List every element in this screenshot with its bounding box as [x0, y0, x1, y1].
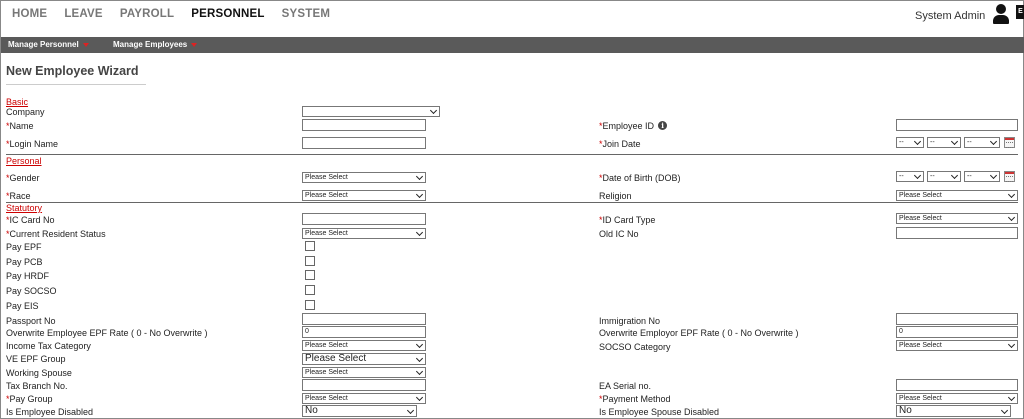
required-marker: * — [6, 173, 10, 183]
religion-select[interactable] — [896, 190, 1018, 201]
chevron-down-icon — [83, 43, 89, 47]
join-year-value: -- — [967, 139, 972, 146]
gender-select[interactable] — [302, 172, 426, 183]
join-month-value: -- — [930, 139, 935, 146]
required-marker: * — [6, 215, 10, 225]
join-date-day-select[interactable] — [896, 137, 924, 148]
pay-eis-checkbox[interactable] — [305, 300, 315, 310]
menu-manage-personnel-label: Manage Personnel — [8, 40, 79, 49]
chevron-down-icon — [1008, 342, 1015, 349]
dob-year-value: -- — [967, 173, 972, 180]
chevron-down-icon — [416, 369, 423, 376]
religion-label: Religion — [599, 191, 632, 201]
nav-payroll[interactable]: PAYROLL — [119, 8, 175, 20]
chevron-down-icon — [1001, 408, 1008, 415]
spouse-disabled-label: Is Employee Spouse Disabled — [599, 407, 720, 417]
chevron-down-icon — [416, 192, 423, 199]
chevron-down-icon — [416, 342, 423, 349]
pay-group-label-text: Pay Group — [9, 394, 53, 404]
required-marker: * — [6, 139, 10, 149]
resident-status-label — [6, 229, 106, 239]
required-marker: * — [599, 394, 603, 404]
employee-epf-rate-label: Overwrite Employee EPF Rate ( 0 - No Overwrite ) — [6, 328, 208, 338]
employer-epf-rate-label: Overwrite Employor EPF Rate ( 0 - No Overwrite ) — [599, 328, 799, 338]
name-input[interactable] — [302, 119, 426, 131]
socso-category-select[interactable] — [896, 340, 1018, 351]
payment-method-label-text: Payment Method — [602, 394, 671, 404]
section-statutory: Statutory — [6, 203, 43, 213]
name-label — [6, 121, 34, 131]
ic-card-no-label-text: IC Card No — [9, 215, 55, 225]
menu-bar — [1, 37, 1024, 53]
required-marker: * — [6, 121, 10, 131]
calendar-icon[interactable] — [1004, 171, 1015, 182]
old-ic-no-label: Old IC No — [599, 229, 639, 239]
join-date-label-text: Join Date — [602, 139, 641, 149]
income-tax-category-select[interactable] — [302, 340, 426, 351]
employee-id-label — [599, 121, 667, 131]
employer-epf-rate-input[interactable]: 0 — [896, 326, 1018, 338]
chevron-down-icon — [951, 173, 958, 180]
chevron-down-icon — [1008, 395, 1015, 402]
login-name-input[interactable] — [302, 137, 426, 149]
login-name-label — [6, 139, 58, 149]
edge-box[interactable]: E — [1016, 5, 1024, 19]
menu-manage-employees-label: Manage Employees — [113, 40, 188, 49]
dob-label — [599, 173, 681, 183]
race-select[interactable] — [302, 190, 426, 201]
ea-serial-no-input[interactable] — [896, 379, 1018, 391]
employee-epf-rate-input[interactable]: 0 — [302, 326, 426, 338]
race-value: Please Select — [305, 192, 348, 199]
company-label: Company — [6, 107, 45, 117]
page-title: New Employee Wizard — [6, 64, 139, 78]
nav-personnel[interactable]: PERSONNEL — [191, 8, 265, 20]
chevron-down-icon — [416, 230, 423, 237]
pay-pcb-checkbox[interactable] — [305, 256, 315, 266]
religion-value: Please Select — [899, 192, 942, 199]
required-marker: * — [599, 173, 603, 183]
resident-status-value: Please Select — [305, 230, 348, 237]
title-divider — [6, 84, 146, 85]
id-card-type-label — [599, 215, 655, 225]
employee-disabled-label: Is Employee Disabled — [6, 407, 94, 417]
menu-manage-personnel[interactable] — [8, 40, 89, 49]
chevron-down-icon — [990, 173, 997, 180]
race-label — [6, 191, 31, 201]
nav-system[interactable]: SYSTEM — [281, 8, 331, 20]
gender-label — [6, 173, 40, 183]
employee-id-label-text: Employee ID — [602, 121, 655, 131]
id-card-type-value: Please Select — [899, 215, 942, 222]
pay-group-label — [6, 394, 53, 404]
working-spouse-value: Please Select — [305, 369, 348, 376]
pay-eis-label: Pay EIS — [6, 301, 39, 311]
tax-branch-no-label: Tax Branch No. — [6, 381, 68, 391]
user-icon[interactable] — [992, 4, 1010, 24]
login-name-label-text: Login Name — [9, 139, 59, 149]
required-marker: * — [6, 229, 10, 239]
dob-year-select[interactable] — [964, 171, 1000, 182]
socso-category-label: SOCSO Category — [599, 342, 671, 352]
nav-home[interactable]: HOME — [12, 8, 48, 20]
pay-hrdf-checkbox[interactable] — [305, 270, 315, 280]
user-name[interactable]: System Admin — [915, 10, 986, 22]
chevron-down-icon — [990, 139, 997, 146]
info-icon[interactable]: i — [658, 121, 667, 130]
chevron-down-icon — [416, 174, 423, 181]
income-tax-category-label: Income Tax Category — [6, 341, 91, 351]
section-basic: Basic — [6, 97, 29, 107]
menu-manage-employees[interactable] — [113, 40, 197, 49]
pay-socso-checkbox[interactable] — [305, 285, 315, 295]
pay-epf-label: Pay EPF — [6, 242, 42, 252]
section-divider — [6, 154, 1018, 155]
chevron-down-icon — [951, 139, 958, 146]
pay-hrdf-label: Pay HRDF — [6, 271, 50, 281]
gender-label-text: Gender — [9, 173, 40, 183]
nav-leave[interactable]: LEAVE — [64, 8, 103, 20]
pay-pcb-label: Pay PCB — [6, 257, 43, 267]
income-tax-category-value: Please Select — [305, 342, 348, 349]
pay-group-select[interactable] — [302, 393, 426, 404]
ea-serial-no-label: EA Serial no. — [599, 381, 652, 391]
ic-card-no-input[interactable] — [302, 213, 426, 225]
tax-branch-no-input[interactable] — [302, 379, 426, 391]
id-card-type-label-text: ID Card Type — [602, 215, 656, 225]
passport-no-input[interactable] — [302, 313, 426, 325]
ve-epf-group-label: VE EPF Group — [6, 354, 66, 364]
employee-id-input[interactable] — [896, 119, 1018, 131]
working-spouse-select[interactable] — [302, 367, 426, 378]
company-select[interactable] — [302, 106, 440, 117]
dob-month-select[interactable] — [927, 171, 961, 182]
required-marker: * — [6, 394, 10, 404]
required-marker: * — [599, 215, 603, 225]
race-label-text: Race — [9, 191, 31, 201]
gender-value: Please Select — [305, 174, 348, 181]
chevron-down-icon — [416, 395, 423, 402]
spouse-disabled-select[interactable] — [896, 405, 1011, 417]
old-ic-no-input[interactable] — [896, 227, 1018, 239]
section-divider — [6, 202, 1018, 203]
required-marker: * — [599, 139, 603, 149]
passport-no-label: Passport No — [6, 316, 56, 326]
immigration-no-label: Immigration No — [599, 316, 661, 326]
working-spouse-label: Working Spouse — [6, 368, 72, 378]
join-date-year-select[interactable] — [964, 137, 1000, 148]
socso-category-value: Please Select — [899, 342, 942, 349]
payment-method-value: Please Select — [899, 395, 942, 402]
dob-day-value: -- — [899, 173, 904, 180]
section-personal: Personal — [6, 156, 42, 166]
top-nav — [12, 8, 347, 20]
join-date-month-select[interactable] — [927, 137, 961, 148]
join-date-label — [599, 139, 641, 149]
immigration-no-input[interactable] — [896, 313, 1018, 325]
spouse-disabled-value: No — [899, 405, 912, 416]
employee-disabled-value: No — [305, 405, 318, 416]
chevron-down-icon — [407, 408, 414, 415]
required-marker: * — [599, 121, 603, 131]
dob-label-text: Date of Birth (DOB) — [602, 173, 681, 183]
chevron-down-icon — [914, 173, 921, 180]
employee-disabled-select[interactable] — [302, 405, 417, 417]
ic-card-no-label — [6, 215, 55, 225]
resident-status-label-text: Current Resident Status — [9, 229, 106, 239]
chevron-down-icon — [430, 108, 437, 115]
dob-month-value: -- — [930, 173, 935, 180]
ve-epf-group-select[interactable] — [302, 353, 426, 365]
pay-epf-checkbox[interactable] — [305, 241, 315, 251]
id-card-type-select[interactable] — [896, 213, 1018, 224]
payment-method-select[interactable] — [896, 393, 1018, 404]
dob-day-select[interactable] — [896, 171, 924, 182]
ve-epf-group-value: Please Select — [305, 353, 367, 364]
join-day-value: -- — [899, 139, 904, 146]
chevron-down-icon — [914, 139, 921, 146]
resident-status-select[interactable] — [302, 228, 426, 239]
chevron-down-icon — [1008, 215, 1015, 222]
name-label-text: Name — [9, 121, 34, 131]
payment-method-label — [599, 394, 671, 404]
chevron-down-icon — [1008, 192, 1015, 199]
chevron-down-icon — [191, 43, 197, 47]
calendar-icon[interactable] — [1004, 137, 1015, 148]
pay-socso-label: Pay SOCSO — [6, 286, 57, 296]
pay-group-value: Please Select — [305, 395, 348, 402]
required-marker: * — [6, 191, 10, 201]
chevron-down-icon — [416, 356, 423, 363]
